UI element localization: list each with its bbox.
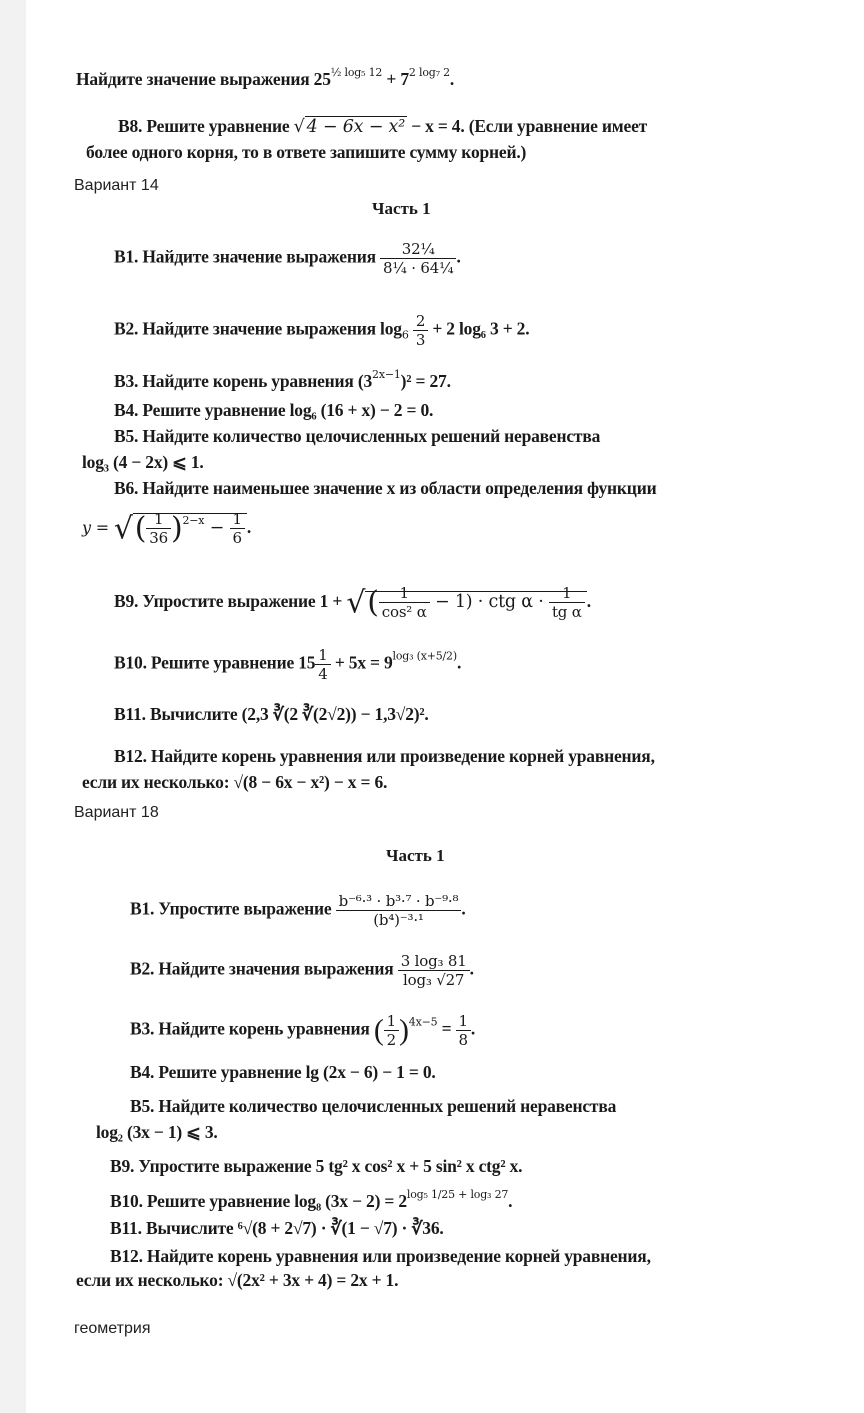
problem-expression-top: Найдите значение выражения $25^{\frac{1}{2} log_5 12} + 7^{2 log_7 2}$. xyxy=(76,66,455,89)
variant-14-header: Вариант 14 xyxy=(74,177,159,194)
variant-18-part-title: Часть 1 xyxy=(386,846,445,865)
v18-problem-b5: B5. Найдите количество целочисленных решений неравенства xyxy=(130,1096,617,1116)
v18-problem-b11: B11. Вычислите ⁶√(8 + 2√7) · ∛(1 − √7) · ∛36. xyxy=(110,1218,444,1238)
v14-problem-b12-line2: если их несколько: √(8 − 6x − x²) − x = 6. xyxy=(82,772,388,792)
v14-problem-b3: B3. Найдите корень уравнения $(3^{2x-1})^2 = 27$. xyxy=(114,368,451,391)
v18-problem-b12: B12. Найдите корень уравнения или произведение корней уравнения, xyxy=(110,1246,651,1266)
v18-problem-b2: B2. Найдите значения выражения $\frac{\text{3 log₃ 81}}{\text{log₃ √27}}$ . xyxy=(130,952,474,989)
footer-geometry-label: геометрия xyxy=(74,1320,151,1337)
v14-problem-b6-function: y = √( $\frac{1}{36}$ )$^{2-x}$ − $\frac{1}{6}$ . xyxy=(82,510,252,547)
variant-18-header: Вариант 18 xyxy=(74,804,159,821)
v14-problem-b10: B10. Решите уравнение 15 $\frac{1}{4}$ + $5x = 9^{log_3 (x+5/2)}$. xyxy=(114,646,462,683)
document-page xyxy=(26,0,864,1413)
v14-problem-b9: B9. Упростите выражение 1 + √( $\frac{1}{\text{cos² α}}$ − 1) · ctg α · $\frac{1}{\text{tg α}}$ . xyxy=(114,584,591,621)
v14-problem-b6: B6. Найдите наименьшее значение x из области определения функции xyxy=(114,478,657,498)
v18-problem-b9: B9. Упростите выражение 5 tg² x cos² x + 5 sin² x ctg² x. xyxy=(110,1156,523,1176)
v14-problem-b12: B12. Найдите корень уравнения или произведение корней уравнения, xyxy=(114,746,655,766)
problem-b8-line2: более одного корня, то в ответе запишите сумму корней.) xyxy=(86,142,527,162)
v14-problem-b5: B5. Найдите количество целочисленных решений неравенства xyxy=(114,426,601,446)
variant-14-part-title: Часть 1 xyxy=(372,199,431,218)
v18-problem-b5-line2: log₂ (3x − 1) ⩽ 3. xyxy=(96,1122,218,1142)
problem-b8: B8. Решите уравнение √ 4 − 6x − x² − x = 4. (Если уравнение имеет xyxy=(118,116,648,137)
v14-problem-b2: B2. Найдите значение выражения $\log_6$ $\frac{2}{3}$ + 2 log₆ 3 + 2. xyxy=(114,312,530,349)
v14-problem-b11: B11. Вычислите (2,3 ∛(2 ∛(2√2)) − 1,3√2)². xyxy=(114,704,429,724)
v18-problem-b1: B1. Упростите выражение $\frac{\text{b⁻⁶·³ · b³·⁷ · b⁻⁹·⁸}}{\text{(b⁴)⁻³·¹}}$ . xyxy=(130,892,466,929)
v18-problem-b3: B3. Найдите корень уравнения ( $\frac{1}{2}$ )$^{4x-5}$ = $\frac{1}{8}$ . xyxy=(130,1012,476,1049)
v18-problem-b12-line2: если их несколько: √(2x² + 3x + 4) = 2x + 1. xyxy=(76,1270,399,1290)
v14-problem-b1: B1. Найдите значение выражения $\frac{\text{32¼}}{\text{8¼ · 64¼}}$ . xyxy=(114,240,461,277)
v18-problem-b4: B4. Решите уравнение lg (2x − 6) − 1 = 0. xyxy=(130,1062,436,1082)
v14-problem-b4: B4. Решите уравнение log₆ (16 + x) − 2 = 0. xyxy=(114,400,434,420)
v14-problem-b5-line2: log₃ (4 − 2x) ⩽ 1. xyxy=(82,452,204,472)
v18-problem-b10: B10. Решите уравнение log₈ $(3x - 2) = 2^{log_5 1/25 + log_3 27}$. xyxy=(110,1188,513,1211)
